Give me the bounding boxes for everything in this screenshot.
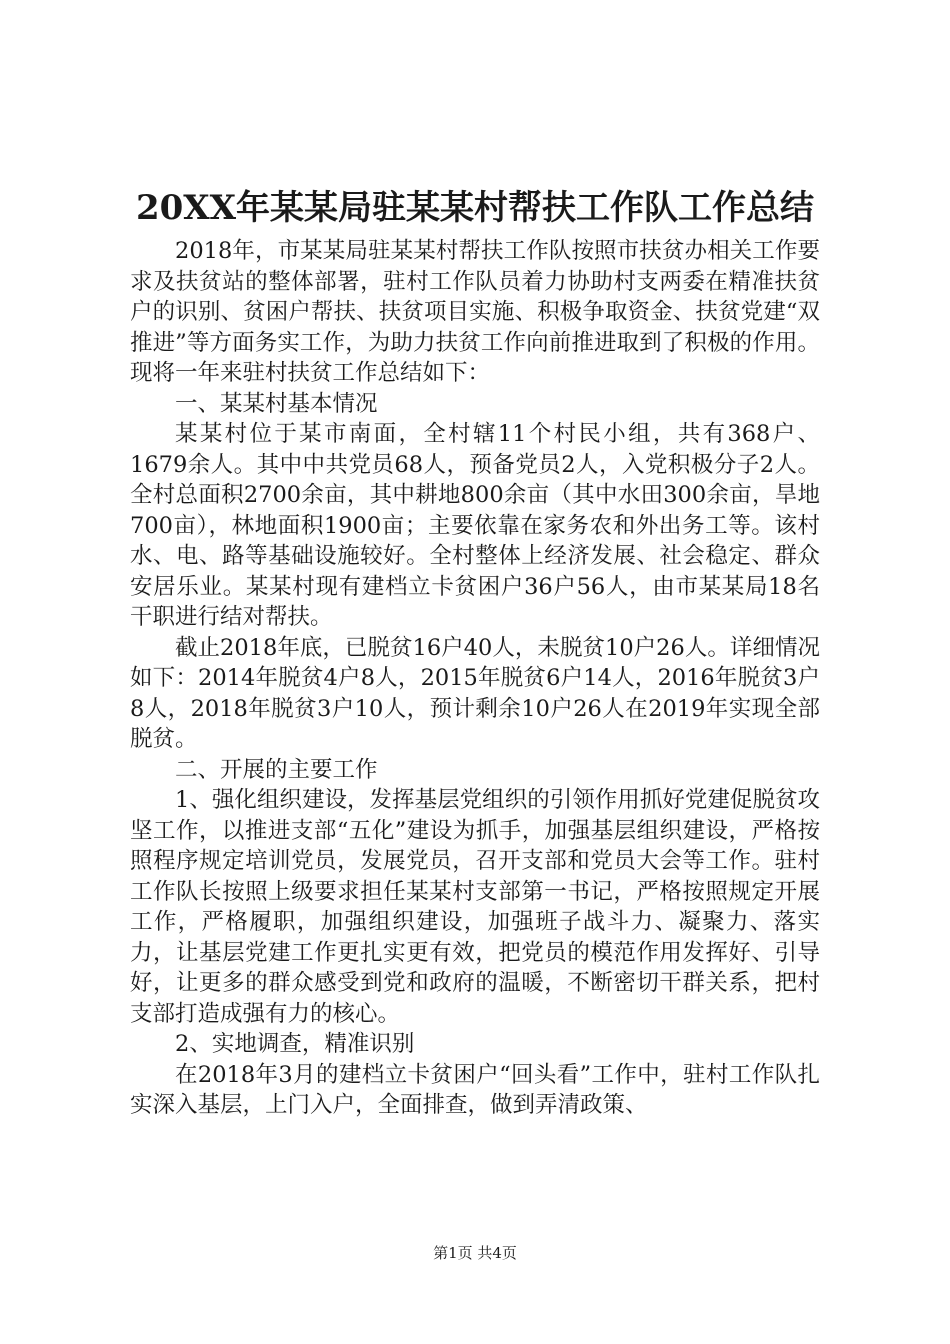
paragraph-village-info: 某某村位于某市南面，全村辖11个村民小组，共有368户、1679余人。其中中共党员68人，预备党员2人，入党积极分子2人。全村总面积2700余亩，其中耕地800余亩（其中水田300余亩，旱地700亩），林地面积1900亩；主要依靠在家务农和外出务工等。该村水、电、路等基础设施较好。全村整体上经济发展、社会稳定、群众安居乐业。某某村现有建档立卡贫困户36户56人，由市某某局18名干职进行结对帮扶。 [130, 421, 820, 630]
section-heading-2: 二、开展的主要工作 [175, 756, 378, 783]
page-footer: 第1页 共4页 [433, 1244, 517, 1262]
paragraph-poverty-status: 截止2018年底，已脱贫16户40人，未脱贫10户26人。详细情况如下：2014年脱贫4户8人，2015年脱贫6户14人，2016年脱贫3户8人，2018年脱贫3户10人，预计剩余10户26人在2019年实现全部脱贫。 [130, 634, 820, 752]
section-heading-1: 一、某某村基本情况 [175, 390, 378, 417]
subsection-heading-2-2: 2、实地调查，精准识别 [175, 1031, 415, 1057]
document-title: 20XX年某某局驻某某村帮扶工作队工作总结 [135, 188, 815, 228]
paragraph-intro: 2018年，市某某局驻某某村帮扶工作队按照市扶贫办相关工作要求及扶贫站的整体部署，驻村工作队员着力协助村支两委在精准扶贫户的识别、贫困户帮扶、扶贫项目实施、积极争取资金、扶贫党建“双推进”等方面务实工作，为助力扶贫工作向前推进取到了积极的作用。现将一年来驻村扶贫工作总结如下： [130, 238, 820, 386]
document-body [130, 236, 820, 1121]
paragraph-organization: 1、强化组织建设，发挥基层党组织的引领作用抓好党建促脱贫攻坚工作，以推进支部“五化”建设为抓手，加强基层组织建设，严格按照程序规定培训党员，发展党员，召开支部和党员大会等工作。驻村工作队长按照上级要求担任某某村支部第一书记，严格按照规定开展工作，严格履职，加强组织建设，加强班子战斗力、凝聚力、落实力，让基层党建工作更扎实更有效，把党员的模范作用发挥好、引导好，让更多的群众感受到党和政府的温暖，不断密切干群关系，把村支部打造成强有力的核心。 [130, 787, 820, 1027]
paragraph-survey: 在2018年3月的建档立卡贫困户“回头看”工作中，驻村工作队扎实深入基层，上门入户，全面排查，做到弄清政策、 [130, 1061, 820, 1118]
